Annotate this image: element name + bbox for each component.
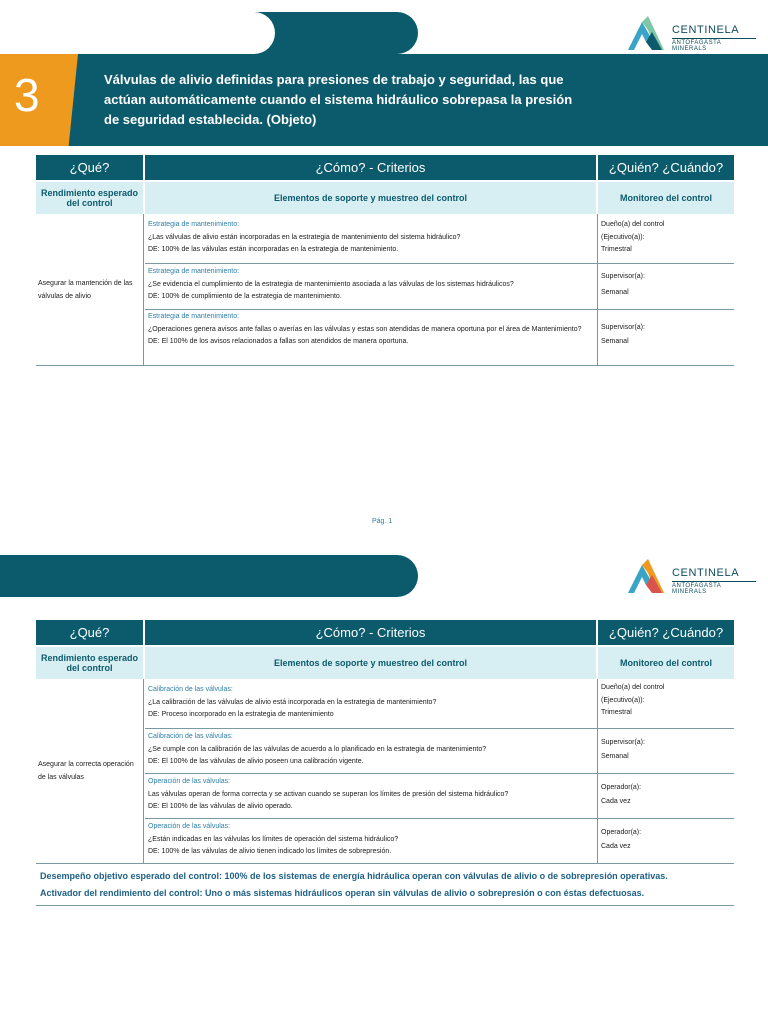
table-row-monitor: Operador(a): Cada vez — [601, 829, 642, 850]
table-row: Operación de las válvulas: ¿Están indicadas en las válvulas los límites de operación del sistema hidráulico? DE: 100% de las válvulas de alivio tienen indicado los límites de sobrepresión. — [148, 823, 399, 855]
table2-que: Asegurar la correcta operación de las válvulas — [38, 761, 134, 781]
table-row: Estrategia de mantenimiento: ¿Se evidencia el cumplimiento de la estrategia de mantenimiento asociada a las válvulas de los sistemas hidráulicos? DE: 100% de cumplimiento de la estrategia de mantenimiento. — [148, 268, 514, 300]
performance-objective: Desempeño objetivo esperado del control: 100% de los sistemas de energía hidráulica operan con válvulas de alivio o de sobrepresión operativas. — [40, 871, 668, 881]
header-course-pill — [0, 12, 275, 54]
table-row-monitor: Dueño(a) del control (Ejecutivo(a)): Trimestral — [601, 221, 665, 253]
subheader-como: Elementos de soporte y muestreo del control — [145, 182, 596, 214]
table-row-monitor: Operador(a): Cada vez — [601, 784, 642, 805]
table-row: Operación de las válvulas: Las válvulas operan de forma correcta y se activan cuando se superan los límites de presión del sistema hidráulico? DE: El 100% de las válvulas de alivio operado. — [148, 778, 509, 810]
mountain-logo-icon — [626, 16, 670, 52]
mountain-logo-icon — [626, 559, 670, 595]
subheader-que: Rendimiento esperado del control — [36, 182, 143, 214]
table-row-monitor: Dueño(a) del control (Ejecutivo(a)): Trimestral — [601, 684, 665, 716]
table-row: Calibración de las válvulas: ¿La calibración de las válvulas de alivio está incorporada en la estrategia de mantenimiento? DE: Proceso incorporado en la estrategia de mantenimiento — [148, 686, 437, 718]
col-header-que: ¿Qué? — [36, 155, 143, 180]
page-number: Pág. 1 — [372, 518, 393, 525]
table-row-monitor: Supervisor(a): Semanal — [601, 324, 645, 345]
table-row-monitor: Supervisor(a): Semanal — [601, 273, 645, 296]
centinela-logo: CENTINELA ANTOFAGASTA MINERALS — [626, 16, 756, 52]
performance-trigger: Activador del rendimiento del control: Uno o más sistemas hidráulicos operan sin válvulas de alivio o sobrepresión o con éstas defectuosas. — [40, 888, 645, 898]
col-header-como: ¿Cómo? - Criterios — [145, 155, 596, 180]
col-header-quien: ¿Quién? ¿Cuándo? — [598, 620, 734, 645]
control-number: 3 — [14, 69, 40, 121]
header-course-pill — [0, 555, 275, 597]
table1-que: Asegurar la mantención de las válvulas de alivio — [38, 280, 133, 300]
centinela-logo: CENTINELA ANTOFAGASTA MINERALS — [626, 559, 756, 595]
subheader-quien: Monitoreo del control — [598, 647, 734, 679]
table-row: Calibración de las válvulas: ¿Se cumple con la calibración de las válvulas de acuerdo a lo planificado en la estrategia de mantenimiento? DE: El 100% de las válvulas de alivio poseen una calibración vigente. — [148, 733, 487, 765]
col-header-como: ¿Cómo? - Criterios — [145, 620, 596, 645]
control-description: Válvulas de alivio definidas para presiones de trabajo y seguridad, las que actúan automáticamente cuando el sistema hidráulico sobrepasa la presión de seguridad establecida. (Objeto) — [104, 72, 573, 127]
table-row: Estrategia de mantenimiento: ¿Operaciones genera avisos ante fallas o averías en las válvulas y estas son atendidas de manera oportuna por el área de Mantenimiento? DE: El 100% de los avisos relacionados a fallas son atendidos de manera oportuna. — [148, 313, 582, 345]
table-row: Estrategia de mantenimiento: ¿Las válvulas de alivio están incorporadas en la estrategia de mantenimiento del sistema hidráulico? DE: 100% de las válvulas están incorporadas en la estrategia de mantenimiento. — [148, 221, 461, 253]
subheader-como: Elementos de soporte y muestreo del control — [145, 647, 596, 679]
subheader-que: Rendimiento esperado del control — [36, 647, 143, 679]
col-header-que: ¿Qué? — [36, 620, 143, 645]
col-header-quien: ¿Quién? ¿Cuándo? — [598, 155, 734, 180]
table-row-monitor: Supervisor(a): Semanal — [601, 739, 645, 760]
subheader-quien: Monitoreo del control — [598, 182, 734, 214]
